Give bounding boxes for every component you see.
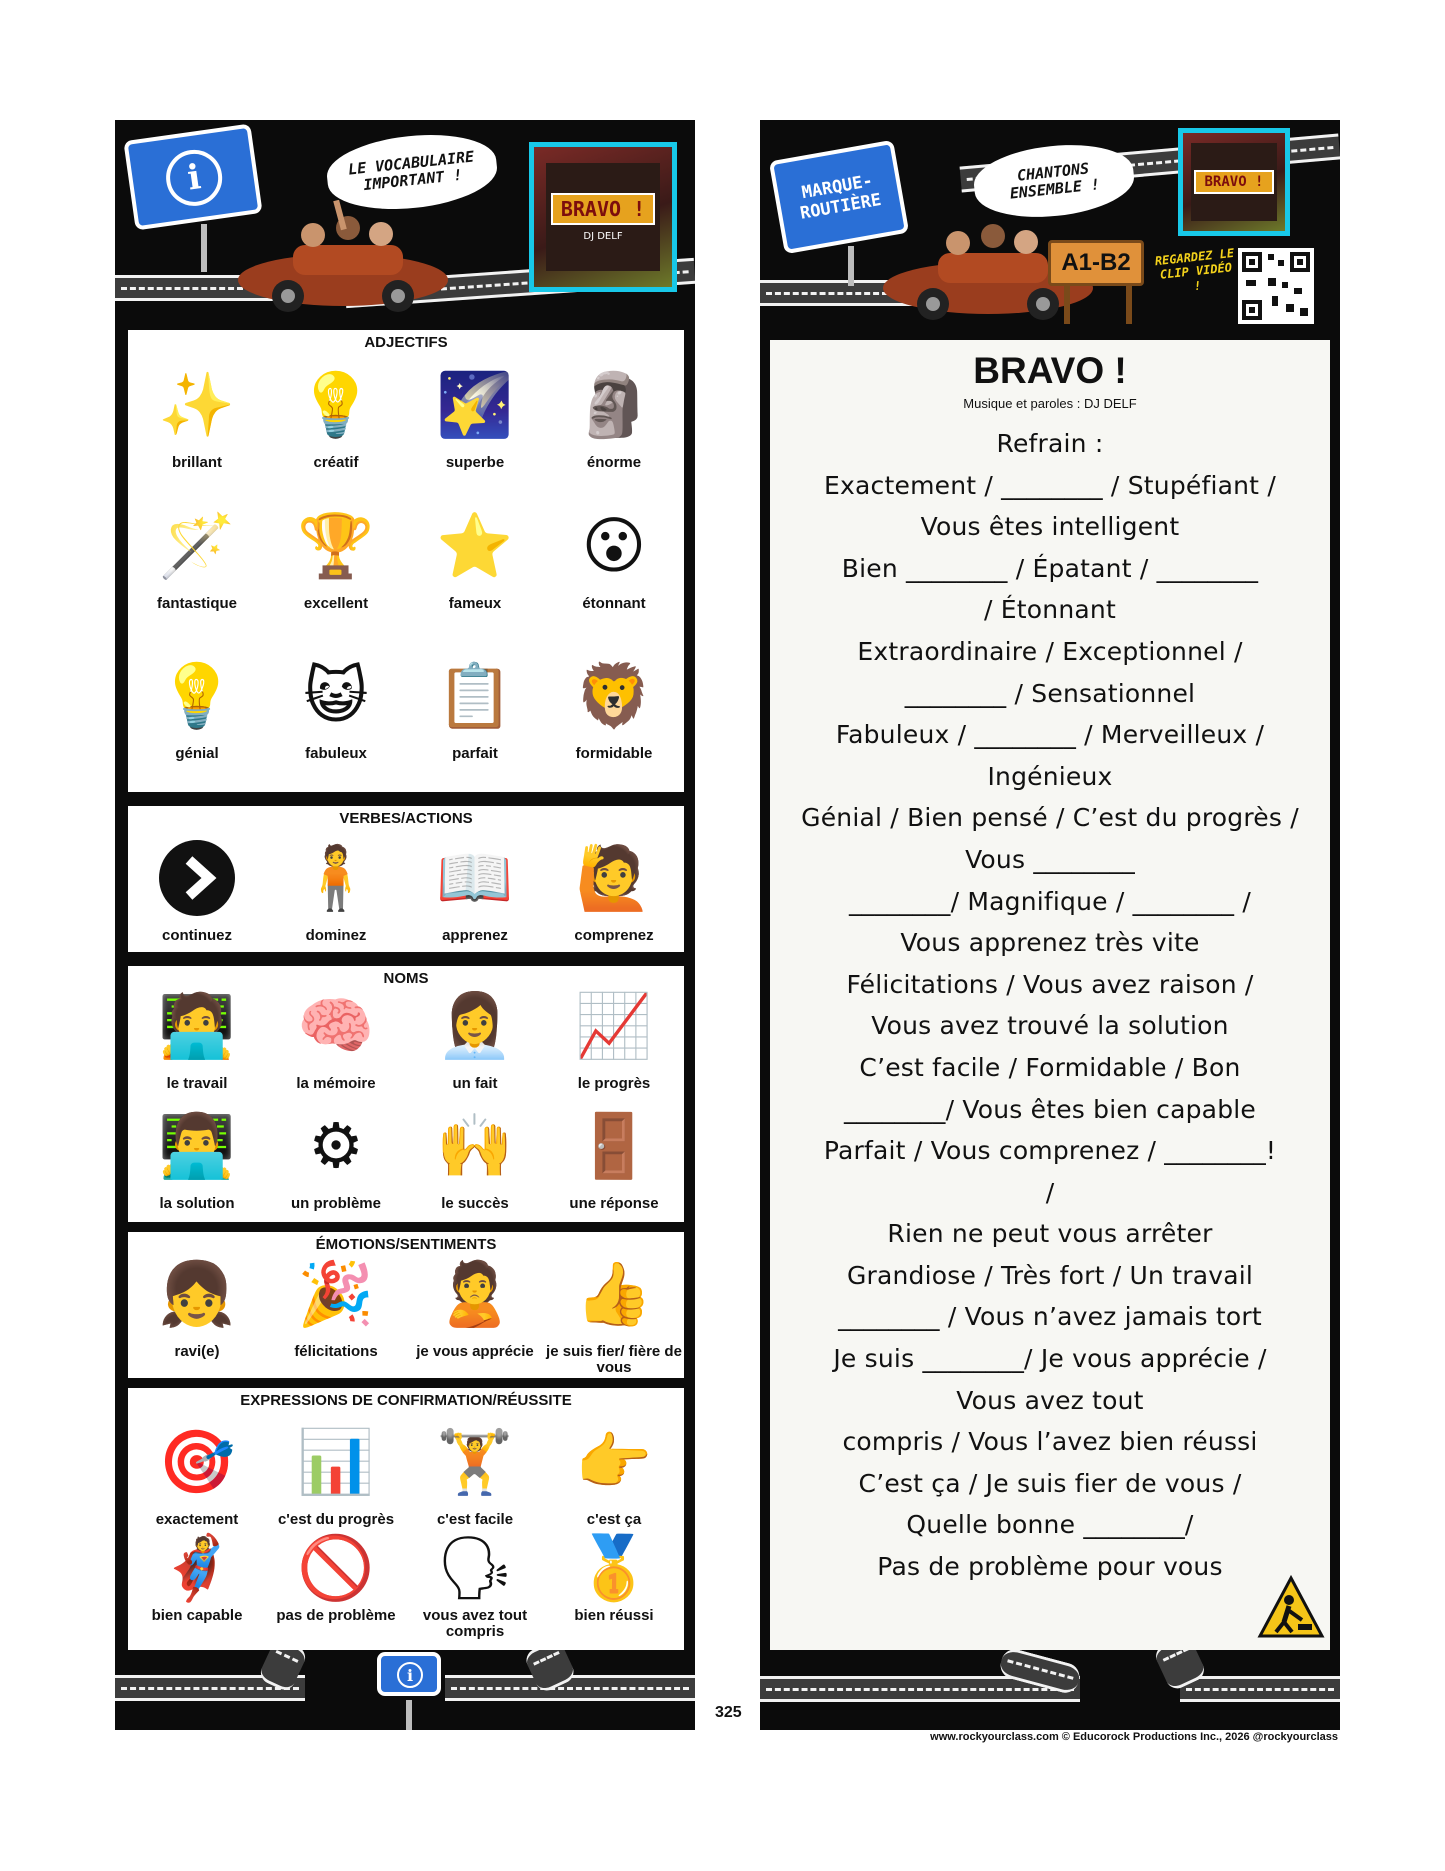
thumbs-up-woman-icon: 👍	[575, 1257, 653, 1330]
section-title: ADJECTIFS	[364, 334, 448, 351]
song-credit: Musique et paroles : DJ DELF	[963, 396, 1137, 411]
vocab-label: étonnant	[582, 595, 646, 612]
multitask-icon: 👩‍💼	[436, 989, 514, 1062]
shooting-star-icon: 🌠	[436, 368, 514, 441]
vocab-item	[267, 355, 405, 471]
vocab-item	[267, 1412, 405, 1528]
podium-winner-icon: 🥇	[575, 1531, 653, 1604]
vocab-item	[128, 496, 266, 612]
vocab-item	[545, 1528, 683, 1624]
sign-pole	[201, 224, 207, 272]
lyric-line: Vous avez trouvé la solution	[871, 1011, 1229, 1041]
clip-note: REGARDEZ LE CLIP VIDÉO !	[1154, 245, 1235, 294]
lightbulb-icon: 💡	[158, 659, 236, 732]
vocab-label: la mémoire	[296, 1075, 376, 1092]
vocab-item	[406, 355, 544, 471]
pointing-hand-icon: 👉	[575, 1425, 653, 1498]
lightbulb-brush-icon: 💡	[297, 368, 375, 441]
lyric-line: Parfait / Vous comprenez / ________!	[823, 1136, 1277, 1166]
lyric-line: ________ / Sensationnel	[904, 678, 1196, 708]
page-number: 325	[715, 1704, 742, 1721]
vocab-label: un problème	[290, 1195, 381, 1212]
vocab-item	[267, 496, 405, 612]
vocab-label: le travail	[166, 1075, 228, 1092]
vocab-item	[406, 496, 544, 612]
vocab-label: parfait	[452, 745, 498, 762]
lyric-line: ________ / Vous n’avez jamais tort	[838, 1302, 1262, 1332]
vocab-item	[267, 1244, 405, 1360]
cool-cat-icon: 😺	[303, 659, 369, 732]
qr-code-icon[interactable]	[1238, 248, 1314, 324]
vocab-item	[406, 1096, 544, 1212]
progress-chart-icon: 📈	[575, 989, 653, 1062]
sign-pole	[1126, 286, 1132, 324]
section-emotions	[128, 1232, 684, 1378]
vocab-item	[545, 496, 683, 612]
speech-bubble: LE VOCABULAIRE IMPORTANT !	[324, 127, 501, 216]
vocab-label: continuez	[162, 927, 232, 944]
vocab-label: le succès	[441, 1195, 509, 1212]
vocab-item	[267, 1096, 405, 1212]
vocab-item	[128, 976, 266, 1092]
roadwork-warning-icon	[1256, 1574, 1326, 1644]
vocab-item	[128, 1528, 266, 1624]
footer-credits: www.rockyourclass.com © Educorock Productions Inc., 2026 @rockyourclass	[930, 1731, 1338, 1743]
section-noms	[128, 966, 684, 1222]
vocab-item	[545, 976, 683, 1092]
idea-laptop-icon: 👨‍💻	[158, 1109, 236, 1182]
vocab-item	[128, 1412, 266, 1528]
desk-worker-icon: 🧑‍💻	[158, 989, 236, 1062]
vocab-item	[545, 355, 683, 471]
vocab-item	[406, 1244, 544, 1360]
vocab-label: c'est facile	[436, 1511, 514, 1528]
lyric-line: Génial / Bien pensé / C’est du progrès /	[801, 803, 1299, 833]
lyric-line: Quelle bonne ________/	[906, 1510, 1194, 1540]
perfect-score-icon: 📋	[436, 659, 514, 732]
lyric-line: compris / Vous l’avez bien réussi	[842, 1427, 1258, 1457]
vocab-label: le progrès	[577, 1075, 651, 1092]
album-artist: DJ DELF	[583, 230, 623, 242]
surprised-face-icon: 😮	[581, 509, 647, 582]
thankful-girl-icon: 🙎	[436, 1257, 514, 1330]
vocab-label: exactement	[155, 1511, 239, 1528]
vocab-label: bien capable	[151, 1607, 243, 1624]
lyric-line: Grandiose / Très fort / Un travail	[846, 1260, 1254, 1290]
vocab-item	[406, 1528, 544, 1640]
sign-pole	[406, 1700, 412, 1730]
vocab-label: je suis fier/ fière de vous	[546, 1343, 682, 1376]
weightlifter-icon: 🏋	[436, 1425, 514, 1498]
vocab-label: fabuleux	[305, 745, 367, 762]
vocab-item	[267, 828, 405, 944]
vocab-item	[128, 646, 266, 762]
warning-gear-icon: ⚙	[308, 1109, 364, 1182]
vocab-label: pas de problème	[276, 1607, 396, 1624]
section-title: EXPRESSIONS DE CONFIRMATION/RÉUSSITE	[240, 1392, 572, 1409]
road-decoration	[1180, 1676, 1340, 1702]
sign-pole	[848, 246, 854, 286]
exit-door-icon: 🚪	[575, 1109, 653, 1182]
vocab-label: brillant	[171, 454, 222, 471]
section-title: VERBES/ACTIONS	[339, 810, 473, 827]
leader-crowd-icon: 🧍	[297, 841, 375, 914]
lyric-line: Fabuleux / ________ / Merveilleux /	[835, 720, 1265, 750]
vocab-label: félicitations	[294, 1343, 378, 1360]
lyric-line: Extraordinaire / Exceptionnel /	[857, 636, 1243, 666]
vocab-item	[128, 1096, 266, 1212]
section-adjectifs	[128, 330, 684, 792]
vocab-item	[128, 355, 266, 471]
sign-pole	[1064, 286, 1070, 324]
sparkle-icon: ✨	[158, 368, 236, 441]
car-icon	[233, 200, 453, 320]
album-cover	[529, 142, 677, 292]
lyric-line: / Étonnant	[984, 595, 1116, 625]
lyric-line: Refrain :	[996, 429, 1104, 458]
vocab-label: ravi(e)	[174, 1343, 220, 1360]
lyric-line: C’est ça / Je suis fier de vous /	[858, 1468, 1242, 1498]
vocab-item	[267, 646, 405, 762]
idea-person-icon: 🙋	[575, 841, 653, 914]
vocab-item	[128, 828, 266, 944]
vocab-label: apprenez	[442, 927, 508, 944]
lyric-line: Félicitations / Vous avez raison /	[846, 969, 1254, 999]
magic-wand-icon: 🪄	[158, 509, 236, 582]
info-icon: i	[163, 146, 226, 209]
vocab-label: bien réussi	[574, 1607, 654, 1624]
vocab-label: excellent	[303, 595, 369, 612]
vocab-label: c'est ça	[586, 1511, 642, 1528]
section-title: ÉMOTIONS/SENTIMENTS	[315, 1236, 497, 1253]
level-sign: A1-B2	[1048, 240, 1144, 286]
reading-student-icon: 📖	[436, 841, 514, 914]
lyric-line: Pas de problème pour vous	[877, 1552, 1223, 1582]
progress-chart-icon: 📊	[297, 1425, 375, 1498]
winner-icon: 🙌	[436, 1109, 514, 1182]
vocab-item	[545, 646, 683, 762]
info-icon: i	[397, 1662, 423, 1688]
target-icon: 🎯	[158, 1425, 236, 1498]
vocab-label: superbe	[445, 454, 505, 471]
vocab-item	[406, 646, 544, 762]
vocab-label: créatif	[313, 454, 359, 471]
vocab-label: comprenez	[574, 927, 654, 944]
vocab-item	[545, 1412, 683, 1528]
lyric-line: ________/ Vous êtes bien capable	[843, 1094, 1256, 1124]
vocab-label: vous avez tout compris	[422, 1607, 528, 1640]
vocab-label: un fait	[452, 1075, 498, 1092]
lyric-line: Bien ________ / Épatant / ________	[841, 553, 1259, 583]
vocab-label: c'est du progrès	[277, 1511, 395, 1528]
album-title: BRAVO !	[1194, 170, 1273, 194]
vocab-label: énorme	[586, 454, 642, 471]
vocab-item	[267, 976, 405, 1092]
discussion-icon: 🗣	[435, 1531, 515, 1604]
vocab-item	[545, 828, 683, 944]
lyric-line: Vous ________	[965, 844, 1135, 874]
lyric-line: Vous êtes intelligent	[920, 512, 1180, 542]
no-problem-gear-icon: 🚫	[297, 1531, 375, 1604]
album-title: BRAVO !	[551, 193, 655, 225]
lyric-line: C’est facile / Formidable / Bon	[859, 1052, 1241, 1082]
lyrics-card	[770, 340, 1330, 1650]
next-arrow-icon	[147, 828, 247, 928]
vocab-item	[406, 976, 544, 1092]
lion-icon: 🦁	[575, 659, 653, 732]
vocab-label: je vous apprécie	[416, 1343, 534, 1360]
lyric-line: Vous avez tout	[956, 1385, 1144, 1415]
lyrics-text	[774, 423, 1326, 1588]
lyric-line: ________/ Magnifique / ________ /	[848, 886, 1252, 916]
trophy-icon: 🏆	[297, 509, 375, 582]
lyric-line: /	[1045, 1177, 1055, 1207]
speech-bubble: CHANTONS ENSEMBLE !	[971, 138, 1137, 224]
giant-statue-icon: 🗿	[575, 368, 653, 441]
vocab-label: une réponse	[569, 1195, 659, 1212]
vocab-item	[267, 1528, 405, 1624]
vocab-label: fameux	[448, 595, 502, 612]
superhero-icon: 🦸	[158, 1531, 236, 1604]
party-popper-icon: 🎉	[297, 1257, 375, 1330]
vocab-label: la solution	[159, 1195, 235, 1212]
vocab-item	[406, 1412, 544, 1528]
section-verbes	[128, 806, 684, 952]
vocab-item	[545, 1244, 683, 1376]
vocab-item	[128, 1244, 266, 1360]
song-title: BRAVO !	[973, 350, 1127, 391]
sign-text: MARQUE-ROUTIÈRE	[798, 170, 883, 224]
vocab-label: dominez	[305, 927, 367, 944]
vocab-label: génial	[175, 745, 219, 762]
brain-memory-icon: 🧠	[297, 989, 375, 1062]
section-expressions	[128, 1388, 684, 1650]
info-sign-small	[377, 1652, 441, 1696]
lyric-line: Exactement / ________ / Stupéfiant /	[824, 470, 1276, 500]
vocab-item	[406, 828, 544, 944]
lyric-line: Je suis ________/ Je vous apprécie /	[833, 1344, 1267, 1374]
vocab-label: formidable	[575, 745, 653, 762]
happy-girl-icon: 👧	[158, 1257, 236, 1330]
section-title: NOMS	[383, 970, 429, 987]
vocab-label: fantastique	[156, 595, 237, 612]
star-podium-icon: ⭐	[436, 509, 514, 582]
vocab-item	[545, 1096, 683, 1212]
lyric-line: Vous apprenez très vite	[900, 928, 1200, 958]
lyric-line: Ingénieux	[987, 761, 1113, 791]
lyric-line: Rien ne peut vous arrêter	[887, 1219, 1213, 1249]
album-cover	[1178, 128, 1290, 236]
